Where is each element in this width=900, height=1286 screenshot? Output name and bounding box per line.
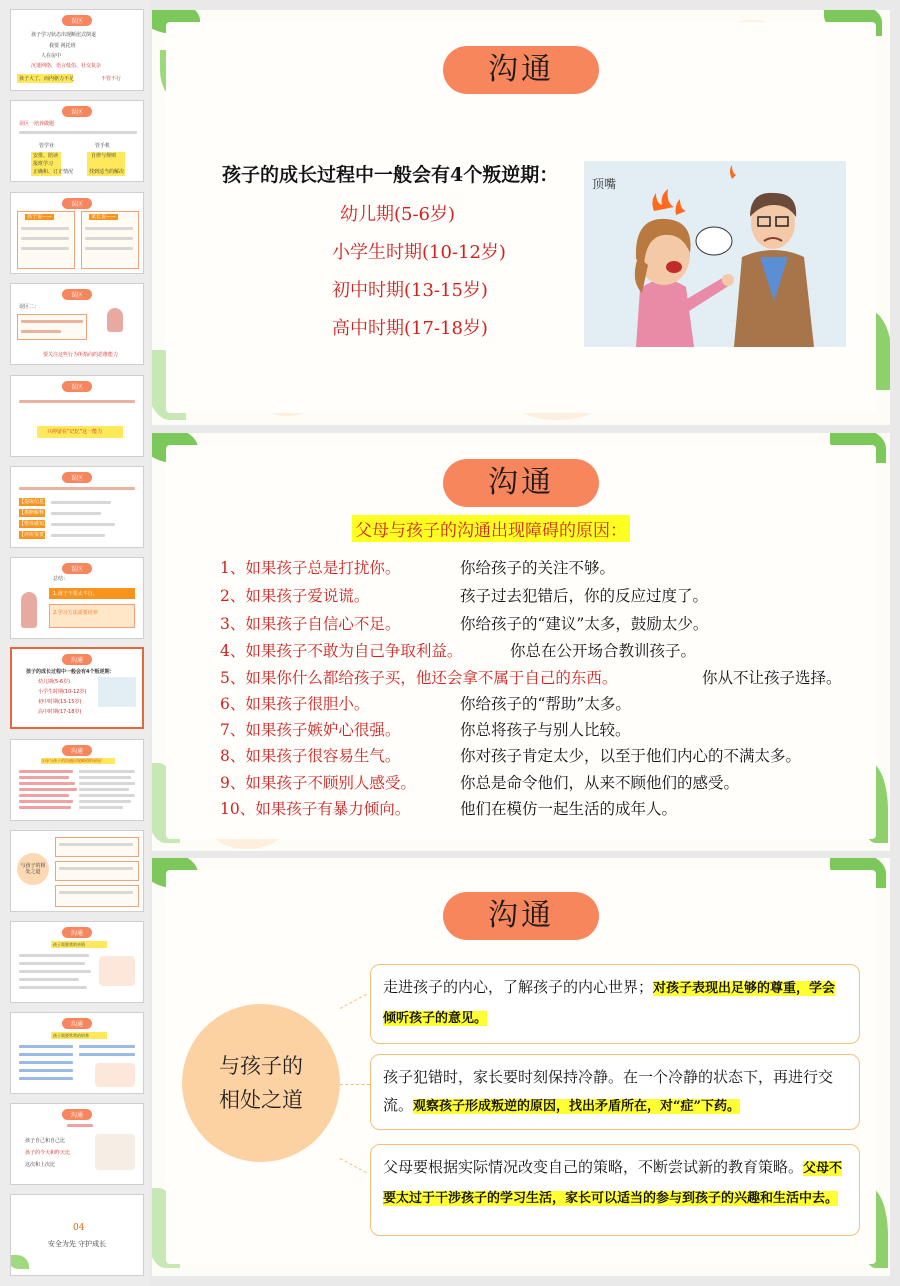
thumb-text-bar	[51, 501, 111, 504]
thumb-text-bar	[79, 1045, 135, 1048]
cause-text: 2、如果孩子爱说谎。	[220, 587, 370, 605]
thumb-text-bar	[79, 782, 135, 785]
topic-line: 与孩子的	[219, 1054, 303, 1078]
thumb-cartoon-image	[95, 1063, 135, 1087]
thumb-text: 孩子需要常常的培养	[53, 1033, 89, 1038]
slide-thumbnail-14[interactable]	[10, 1194, 144, 1276]
thumb-box	[55, 885, 139, 907]
thumb-text-bar	[19, 776, 69, 779]
thumb-text-bar	[79, 800, 131, 803]
slide-title: 沟通	[443, 459, 599, 507]
thumb-text: 不管不行	[101, 76, 122, 82]
thumb-title: 误区	[62, 472, 92, 483]
thumb-text-bar	[79, 806, 123, 809]
tip-highlight: 对孩子表现出足够的尊重，学会倾听孩子的意见。	[383, 981, 836, 1026]
thumb-text-bar	[51, 534, 105, 537]
slide-thumbnail-10[interactable]	[10, 830, 144, 912]
thumb-cartoon-image	[98, 677, 136, 707]
thumb-text-bar	[19, 794, 69, 797]
cause-row	[220, 718, 631, 740]
thumb-text: 要关注这些行为所指向的思维能力	[43, 352, 119, 358]
reason-text: 你对孩子肯定太少，以至于他们内心的不满太多。	[460, 747, 802, 765]
cause-text: 3、如果孩子自信心不足。	[220, 615, 401, 633]
thumb-text: 孩子自己和自己比	[25, 1138, 66, 1144]
thumb-text-bar	[19, 1077, 73, 1080]
thumb-text-bar	[21, 237, 69, 240]
thumb-text: 报班学习	[33, 161, 54, 167]
cause-text: 10、如果孩子有暴力倾向。	[220, 800, 411, 818]
thumb-text: 安全为先 守护成长	[47, 1240, 107, 1248]
period-item: 初中时期(13-15岁)	[332, 280, 488, 301]
cause-row	[220, 584, 709, 606]
tip-card	[370, 964, 860, 1044]
cause-text: 6、如果孩子很胆小。	[220, 695, 370, 713]
thumb-cartoon-image	[99, 956, 135, 986]
thumb-title: 沟通	[62, 1109, 92, 1120]
thumb-box	[55, 861, 139, 881]
thumb-text: 孩子的成长过程中一般会有4个叛逆期：	[26, 669, 115, 675]
thumb-text-bar	[19, 770, 73, 773]
thumb-text: 沉迷网络、语言低俗、社交复杂	[31, 63, 102, 69]
argument-cartoon-image	[584, 161, 846, 347]
slide-thumbnail-5[interactable]	[10, 375, 144, 457]
thumb-text: 我要 视托班	[49, 43, 76, 49]
cause-row	[220, 692, 631, 714]
thumb-text: 孩子说——	[27, 214, 53, 220]
tip-card	[370, 1144, 860, 1236]
thumb-text: 人在房中	[41, 53, 62, 59]
thumb-text-bar	[19, 1045, 73, 1048]
slide-thumbnail-4[interactable]	[10, 283, 144, 365]
thumb-text-bar	[19, 806, 71, 809]
thumb-text: 【整体感知】	[19, 521, 50, 527]
thumb-text: 父母与孩子的沟通出现障碍的原因：	[41, 758, 105, 763]
cause-text: 1、如果孩子总是打扰你。	[220, 559, 401, 577]
tip-text: 走进孩子的内心，了解孩子的内心世界；	[383, 978, 654, 996]
thumb-text: 安排、陪读	[33, 153, 59, 159]
cause-row	[220, 744, 802, 766]
slide-thumbnail-panel	[0, 0, 150, 1286]
reason-text: 你从不让孩子选择。	[702, 669, 842, 687]
thumb-text-bar	[19, 400, 135, 403]
period-item: 小学生时期(10-12岁)	[332, 242, 506, 263]
cause-row	[220, 639, 697, 661]
cause-row	[220, 612, 709, 634]
thumb-text: 自律与规则	[91, 153, 117, 159]
reason-text: 你总将孩子与别人比较。	[460, 721, 631, 739]
thumb-title: 沟通	[62, 745, 92, 756]
cartoon-illustration	[584, 161, 846, 347]
thumb-title: 误区	[62, 381, 92, 392]
thumb-text-bar	[21, 320, 83, 323]
tip-text: 孩子犯错时，家长要时刻保持冷静。在一个冷静的状态下，再进行交流。	[383, 1068, 834, 1114]
cause-text: 7、如果孩子嫉妒心很强。	[220, 721, 401, 739]
thumb-text-bar	[19, 970, 91, 973]
reason-text: 你给孩子的“建议”太多，鼓励太少。	[460, 615, 709, 633]
period-item: 高中时期(17-18岁)	[332, 318, 488, 339]
thumb-text: 小学生时期(10-12岁)	[38, 689, 87, 695]
slide-10	[152, 858, 890, 1276]
thumb-title: 沟通	[62, 654, 92, 665]
slide-subtitle: 父母与孩子的沟通出现障碍的原因：	[352, 515, 630, 542]
slide-8	[152, 10, 890, 425]
thumb-text-bar	[59, 843, 133, 846]
slide-thumbnail-11[interactable]	[10, 921, 144, 1003]
thumb-title: 沟通	[62, 927, 92, 938]
thumb-text: 只停留在“记忆”这一能力	[47, 429, 103, 435]
thumb-text-bar	[19, 800, 73, 803]
intro-text: 孩子的成长过程中一般会有4个叛逆期：	[222, 164, 559, 186]
thumb-text-bar	[21, 247, 69, 250]
thumb-text: 与孩子的相处之道	[20, 863, 46, 875]
thumb-title: 误区	[62, 106, 92, 117]
thumb-title: 沟通	[62, 1018, 92, 1029]
thumb-text-bar	[85, 227, 133, 230]
thumb-text-bar	[19, 1061, 73, 1064]
thumb-box	[49, 604, 135, 628]
thumb-text-bar	[19, 788, 77, 791]
thumb-text-bar	[59, 867, 133, 870]
cause-text: 5、如果你什么都给孩子买，他还会拿不属于自己的东西。	[220, 669, 618, 687]
thumb-text-bar	[19, 131, 137, 134]
thumb-title: 误区	[62, 15, 92, 26]
thumb-box	[17, 314, 87, 340]
slide-thumbnail-7[interactable]	[10, 557, 144, 639]
thumb-text-bar	[19, 954, 89, 957]
thumb-text-bar	[67, 1124, 93, 1127]
thumb-title: 误区	[62, 198, 92, 209]
tip-highlight: 父母不要太过于干涉孩子的学习生活，家长可以适当的参与到孩子的兴趣和生活中去。	[383, 1161, 843, 1206]
reason-text: 你总在公开场合教训孩子。	[510, 642, 697, 660]
connector-line	[340, 1084, 370, 1085]
slide-thumbnail-2[interactable]	[10, 100, 144, 182]
thumb-text-bar	[79, 776, 131, 779]
thumb-text: 04	[73, 1223, 85, 1233]
thumb-text-bar	[19, 978, 79, 981]
thumb-text-bar	[85, 237, 133, 240]
slide-thumbnail-13[interactable]	[10, 1103, 144, 1185]
thumb-text: 幼儿期(5-6岁)	[38, 679, 71, 685]
thumb-text: 2.学习方法需要培养	[53, 610, 98, 616]
thumb-text: 管学业	[39, 143, 55, 149]
cartoon-caption: 顶嘴	[592, 177, 617, 191]
thumb-text: 孩子的今天和昨天比	[25, 1150, 71, 1156]
cause-text: 4、如果孩子不敢为自己争取利益。	[220, 642, 463, 660]
thumb-text-bar	[85, 247, 133, 250]
thumb-title: 误区	[62, 289, 92, 300]
thumb-text: 孩子需要常的亲情	[53, 942, 85, 947]
thumb-text-bar	[21, 330, 61, 333]
thumb-text: 高中时期(17-18岁)	[38, 709, 82, 715]
thumb-text: 这次和上次比	[25, 1162, 56, 1168]
thumb-text: 【提取信息】	[19, 499, 50, 505]
thumb-text-bar	[19, 782, 75, 785]
cause-row	[220, 666, 842, 688]
slide-9	[152, 433, 890, 851]
thumb-text-bar	[19, 1069, 73, 1072]
thumb-text-bar	[19, 962, 85, 965]
thumb-text: 找到适当的解决	[89, 169, 125, 175]
topic-line: 相处之道	[219, 1088, 303, 1112]
thumb-text: 管手机	[95, 143, 111, 149]
thumb-text-bar	[79, 770, 135, 773]
cause-row	[220, 771, 740, 793]
tip-highlight: 观察孩子形成叛逆的原因，找出矛盾所在，对“症”下药。	[413, 1099, 740, 1114]
thumb-text-bar	[21, 227, 69, 230]
thumb-text: 1.孩子不要太不行。	[53, 591, 98, 597]
thumb-cartoon-image	[95, 1134, 135, 1170]
thumb-text: 家长说——	[91, 214, 117, 220]
leaf-decoration	[10, 1255, 29, 1269]
slide-thumbnail-3[interactable]	[10, 192, 144, 274]
thumb-text-bar	[79, 788, 129, 791]
cause-row	[220, 556, 616, 578]
topic-circle	[182, 1004, 340, 1162]
thumb-text: 【推断解释】	[19, 510, 50, 516]
thumb-text-bar	[79, 1053, 135, 1056]
thumb-person-image	[21, 592, 37, 628]
cause-row	[220, 797, 678, 819]
thumb-text: 总结：	[53, 576, 69, 582]
thumb-text: 【评价鉴赏】	[19, 532, 50, 538]
slide-title: 沟通	[443, 46, 599, 94]
thumb-text-bar	[19, 1053, 73, 1056]
thumb-text-bar	[19, 487, 135, 490]
thumb-box	[55, 837, 139, 857]
slide-thumbnail-12[interactable]	[10, 1012, 144, 1094]
tip-text: 父母要根据实际情况改变自己的策略，不断尝试新的教育策略。	[383, 1158, 804, 1176]
thumb-text-bar	[19, 986, 87, 989]
thumb-text: 正确和、订正情况	[33, 169, 74, 175]
cause-text: 9、如果孩子不顾别人感受。	[220, 774, 416, 792]
thumb-person-image	[107, 308, 123, 332]
reason-text: 你给孩子的关注不够。	[460, 559, 616, 577]
period-item: 幼儿期(5-6岁)	[340, 204, 456, 225]
thumb-text: 误区二：	[19, 304, 40, 310]
thumb-text-bar	[59, 891, 133, 894]
slide-thumbnail-9[interactable]	[10, 739, 144, 821]
cause-text: 8、如果孩子很容易生气。	[220, 747, 401, 765]
thumb-text-bar	[51, 523, 115, 526]
thumb-text: 孩子学习状态出现断崖式倒退	[31, 32, 97, 38]
thumb-text: 孩子大了，而内驱力不足	[19, 76, 75, 82]
thumb-text: 误区一培养做题	[19, 121, 55, 127]
reason-text: 你总是命令他们，从来不顾他们的感受。	[460, 774, 740, 792]
reason-text: 他们在模仿一起生活的成年人。	[460, 800, 678, 818]
thumb-text-bar	[79, 794, 135, 797]
slide-thumbnail-1[interactable]	[10, 9, 144, 91]
thumb-title: 误区	[62, 563, 92, 574]
reason-text: 你给孩子的“帮助”太多。	[460, 695, 631, 713]
slide-thumbnail-6[interactable]	[10, 466, 144, 548]
thumb-text: 初中时期(13-15岁)	[38, 699, 82, 705]
tip-card	[370, 1054, 860, 1130]
slide-thumbnail-8[interactable]	[10, 647, 144, 729]
reason-text: 孩子过去犯错后，你的反应过度了。	[460, 587, 709, 605]
thumb-text-bar	[51, 512, 101, 515]
slide-title: 沟通	[443, 892, 599, 940]
